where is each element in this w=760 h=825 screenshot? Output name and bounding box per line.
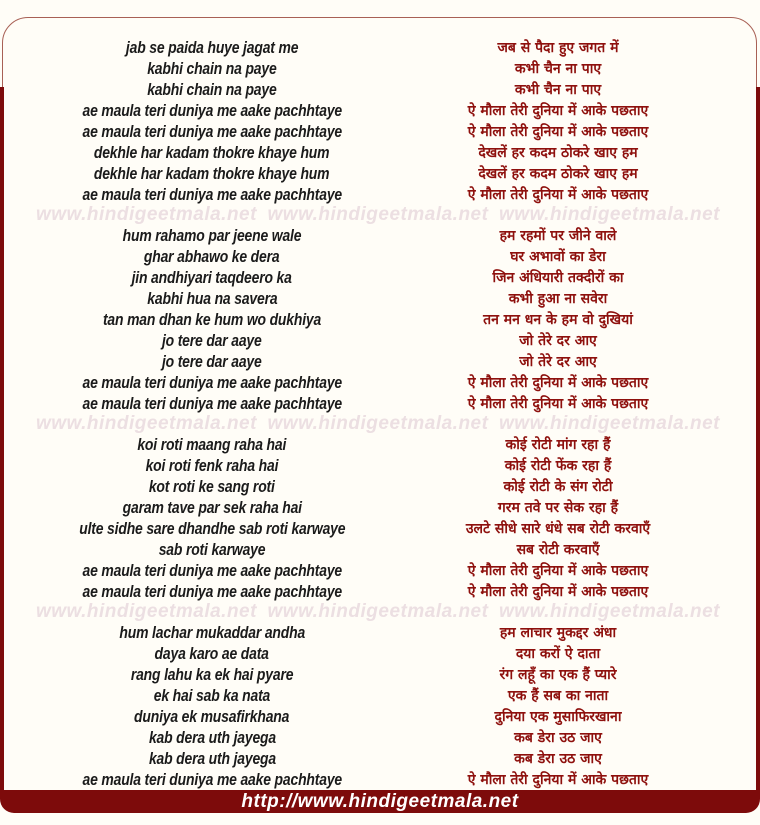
- watermark-text: www.hindigeetmala.net: [499, 413, 720, 434]
- lyric-english: koi roti fenk raha hai: [145, 455, 279, 475]
- lyric-hindi: घर अभावों का डेरा: [510, 249, 606, 265]
- lyric-english: jab se paida huye jagat me: [125, 37, 299, 57]
- lyric-hindi: ऐ मौला तेरी दुनिया में आके पछताए: [467, 563, 649, 579]
- lyric-hindi: कब डेरा उठ जाए: [514, 751, 602, 767]
- lyric-line: [6, 372, 754, 393]
- lyric-english: ae maula teri duniya me aake pachhtaye: [82, 393, 342, 413]
- lyric-line: [6, 309, 754, 330]
- footer-bar: [0, 790, 760, 813]
- lyric-english: garam tave par sek raha hai: [122, 497, 302, 517]
- lyric-hindi: जो तेरे दर आए: [519, 333, 597, 349]
- lyric-english: ae maula teri duniya me aake pachhtaye: [82, 372, 342, 392]
- lyric-line: [6, 685, 754, 706]
- stanza-1: [6, 37, 754, 205]
- lyric-hindi: देखलें हर कदम ठोकरे खाए हम: [478, 166, 638, 182]
- lyric-line: [6, 727, 754, 748]
- lyric-english: dekhle har kadam thokre khaye hum: [94, 142, 330, 162]
- lyric-hindi: हम लाचार मुकद्दर अंधा: [499, 625, 617, 641]
- lyric-hindi: एक हैं सब का नाता: [507, 688, 609, 704]
- lyric-hindi: कभी हुआ ना सवेरा: [508, 291, 608, 307]
- lyric-hindi: ऐ मौला तेरी दुनिया में आके पछताए: [467, 187, 649, 203]
- lyric-english: duniya ek musafirkhana: [134, 706, 290, 726]
- lyric-line: [6, 246, 754, 267]
- left-edge-strip: [0, 87, 4, 790]
- lyric-hindi: उलटे सीधे सारे धंधे सब रोटी करवाएँ: [465, 521, 651, 537]
- lyric-line: [6, 37, 754, 58]
- lyric-line: [6, 455, 754, 476]
- lyric-line: [6, 560, 754, 581]
- lyric-line: [6, 142, 754, 163]
- watermark-row: [6, 205, 754, 225]
- lyric-hindi: हम रहमों पर जीने वाले: [499, 228, 617, 244]
- lyric-hindi: जो तेरे दर आए: [519, 354, 597, 370]
- lyric-line: [6, 581, 754, 602]
- lyric-hindi: जिन अंधियारी तक्दीरों का: [492, 270, 624, 286]
- watermark-text: www.hindigeetmala.net: [36, 413, 257, 434]
- lyric-line: [6, 79, 754, 100]
- lyric-line: [6, 434, 754, 455]
- lyric-english: dekhle har kadam thokre khaye hum: [94, 163, 330, 183]
- stanza-2: [6, 225, 754, 414]
- lyric-english: ae maula teri duniya me aake pachhtaye: [82, 560, 342, 580]
- lyric-english: sab roti karwaye: [158, 539, 266, 559]
- watermark-text: www.hindigeetmala.net: [267, 413, 489, 434]
- lyric-line: [6, 706, 754, 727]
- watermark-row: [6, 414, 754, 434]
- lyric-english: hum lachar mukaddar andha: [119, 622, 305, 642]
- lyric-hindi: कभी चैन ना पाए: [514, 82, 602, 98]
- watermark-text: www.hindigeetmala.net: [499, 601, 720, 622]
- lyrics-body: [6, 37, 754, 790]
- lyric-english: ae maula teri duniya me aake pachhtaye: [82, 121, 342, 141]
- lyric-line: [6, 769, 754, 790]
- watermark-text: www.hindigeetmala.net: [36, 601, 257, 622]
- lyric-english: kab dera uth jayega: [148, 727, 276, 747]
- stanza-4: [6, 622, 754, 790]
- lyric-hindi: जब से पैदा हुए जगत में: [497, 40, 619, 56]
- lyric-english: daya karo ae data: [154, 643, 270, 663]
- lyric-line: [6, 748, 754, 769]
- lyric-hindi: कभी चैन ना पाए: [514, 61, 602, 77]
- lyric-line: [6, 100, 754, 121]
- lyric-line: [6, 184, 754, 205]
- lyric-line: [6, 643, 754, 664]
- lyric-line: [6, 288, 754, 309]
- lyric-hindi: कोई रोटी के संग रोटी: [503, 479, 613, 495]
- lyric-hindi: रंग लहूँ का एक हैं प्यारे: [499, 667, 617, 683]
- lyric-hindi: कब डेरा उठ जाए: [514, 730, 602, 746]
- lyric-english: ek hai sab ka nata: [153, 685, 271, 705]
- lyric-hindi: दुनिया एक मुसाफिरखाना: [494, 709, 622, 725]
- lyric-line: [6, 225, 754, 246]
- lyric-line: [6, 476, 754, 497]
- lyric-english: koi roti maang raha hai: [137, 434, 287, 454]
- lyric-line: [6, 330, 754, 351]
- lyric-line: [6, 58, 754, 79]
- lyric-english: jin andhiyari taqdeero ka: [131, 267, 293, 287]
- lyric-line: [6, 163, 754, 184]
- lyric-english: ae maula teri duniya me aake pachhtaye: [82, 100, 342, 120]
- lyric-line: [6, 121, 754, 142]
- lyric-hindi: सब रोटी करवाएँ: [516, 542, 600, 558]
- lyric-english: hum rahamo par jeene wale: [122, 225, 302, 245]
- watermark-text: www.hindigeetmala.net: [267, 601, 489, 622]
- lyric-hindi: गरम तवे पर सेक रहा हैं: [497, 500, 619, 516]
- right-edge-strip: [756, 87, 760, 790]
- lyric-hindi: कोई रोटी मांग रहा हैं: [505, 437, 611, 453]
- lyric-hindi: ऐ मौला तेरी दुनिया में आके पछताए: [467, 396, 649, 412]
- lyric-english: ae maula teri duniya me aake pachhtaye: [82, 184, 342, 204]
- lyric-line: [6, 664, 754, 685]
- lyric-hindi: दया करों ऐ दाता: [515, 646, 601, 662]
- lyric-hindi: ऐ मौला तेरी दुनिया में आके पछताए: [467, 375, 649, 391]
- lyric-english: ghar abhawo ke dera: [144, 246, 280, 266]
- lyric-line: [6, 267, 754, 288]
- lyric-hindi: कोई रोटी फेंक रहा हैं: [504, 458, 612, 474]
- footer-site-url[interactable]: http://www.hindigeetmala.net: [241, 790, 519, 812]
- lyric-english: jo tere dar aaye: [162, 330, 262, 350]
- lyric-line: [6, 497, 754, 518]
- lyric-english: kabhi chain na paye: [147, 79, 277, 99]
- lyric-english: kabhi chain na paye: [147, 58, 277, 78]
- lyric-hindi: ऐ मौला तेरी दुनिया में आके पछताए: [467, 584, 649, 600]
- lyric-line: [6, 539, 754, 560]
- lyric-line: [6, 622, 754, 643]
- lyric-english: kab dera uth jayega: [148, 748, 276, 768]
- lyric-line: [6, 351, 754, 372]
- lyric-english: kabhi hua na savera: [146, 288, 278, 308]
- lyric-english: rang lahu ka ek hai pyare: [130, 664, 294, 684]
- lyric-hindi: ऐ मौला तेरी दुनिया में आके पछताए: [467, 772, 649, 788]
- stanza-3: [6, 434, 754, 602]
- watermark-text: www.hindigeetmala.net: [499, 204, 720, 225]
- watermark-text: www.hindigeetmala.net: [267, 204, 489, 225]
- watermark-row: [6, 602, 754, 622]
- lyric-english: ulte sidhe sare dhandhe sab roti karwaye: [78, 518, 346, 538]
- lyric-line: [6, 393, 754, 414]
- lyric-hindi: ऐ मौला तेरी दुनिया में आके पछताए: [467, 124, 649, 140]
- lyric-english: jo tere dar aaye: [162, 351, 262, 371]
- lyric-hindi: देखलें हर कदम ठोकरे खाए हम: [478, 145, 638, 161]
- lyric-line: [6, 518, 754, 539]
- lyric-hindi: तन मन धन के हम वो दुखियां: [483, 312, 633, 328]
- lyric-english: kot roti ke sang roti: [149, 476, 275, 496]
- watermark-text: www.hindigeetmala.net: [36, 204, 257, 225]
- lyric-english: tan man dhan ke hum wo dukhiya: [102, 309, 322, 329]
- lyric-hindi: ऐ मौला तेरी दुनिया में आके पछताए: [467, 103, 649, 119]
- lyric-english: ae maula teri duniya me aake pachhtaye: [82, 581, 342, 601]
- lyric-english: ae maula teri duniya me aake pachhtaye: [82, 769, 342, 789]
